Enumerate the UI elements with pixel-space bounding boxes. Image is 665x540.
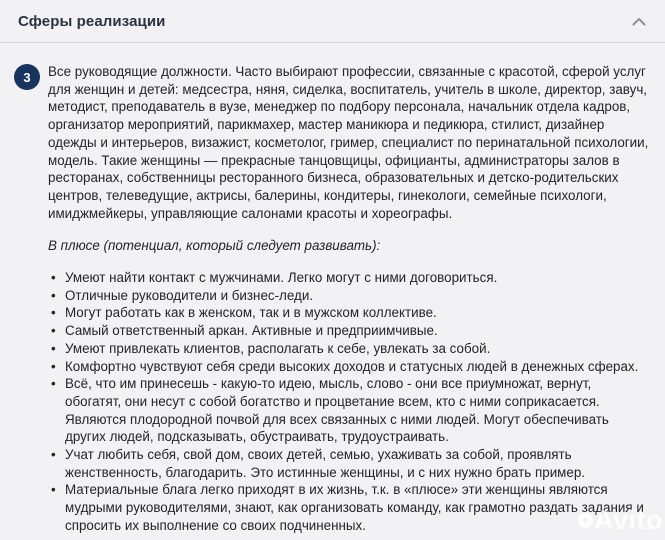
chevron-up-icon[interactable] [631,14,647,30]
accordion-header-spheres[interactable] [0,0,665,43]
section-title: Сферы реализации [18,13,166,30]
plus-subheading: В плюсе (потенциал, который следует развивать): [48,238,381,254]
list-item: • Комфортно чувствуют себя среди высоких доходов и статусных людей в денежных сферах. [51,358,649,376]
section-content [0,43,665,535]
list-item: • Умеют привлекать клиентов, располагать к себе, увлекать за собой. [51,340,649,358]
list-item: • Умеют найти контакт с мужчинами. Легко могут с ними договориться. [51,269,649,287]
list-item: • Учат любить себя, свой дом, своих детей, семью, ухаживать за собой, проявлять женственность, благодарить. Это истинные женщины, и с них нужно брать пример. [51,446,649,481]
list-item: • Всё, что им принесешь - какую-то идею, мысль, слово - они все приумножат, вернут, обогатят, они несут с собой богатство и процветание всем, кто с ними соприкасается. Являются плодородной почвой для всех связанных с ними людей. Могут обеспечивать других людей, подсказывать, обустраивать, трудоустраивать. [51,375,649,446]
list-item: • Материальные блага легко приходят в их жизнь, т.к. в «плюсе» эти женщины являются мудрыми руководителями, знают, как организовать команду, как грамотно раздать задания и спросить их выполнение со своих подчиненных. [51,481,649,534]
list-item: • Отличные руководители и бизнес-леди. [51,287,649,305]
plus-bullet-list [48,269,649,535]
numbered-badge: 3 [14,64,40,90]
watermark-label: Avito [594,505,663,535]
list-item: • Могут работать как в женском, так и в мужском коллективе. [51,304,649,322]
intro-paragraph: Все руководящие должности. Часто выбирают профессии, связанные с красотой, сферой услуг для женщин и детей: медсестра, няня, сиделка, воспитатель, учитель в школе, директор, завуч, методист, преподаватель в вузе, менеджер по подбору персонала, начальник отдела кадров, организатор мероприятий, парикмахер, мастер маникюра и педикюра, стилист, дизайнер одежды и интерьеров, визажист, косметолог, гример, специалист по перинатальной психологии, модель. Такие женщины — прекрасные танцовщицы, официанты, администраторы залов в ресторанах, собственницы ресторанного бизнеса, образовательных и детско-родительских центров, телеведущие, актрисы, балерины, кондитеры, гинекологи, семейные психологи, имиджмейкеры, управляющие салонами красоты и хореографы. [48,64,649,221]
list-item: • Самый ответственный аркан. Активные и предприимчивые. [51,322,649,340]
text-column [48,63,650,535]
